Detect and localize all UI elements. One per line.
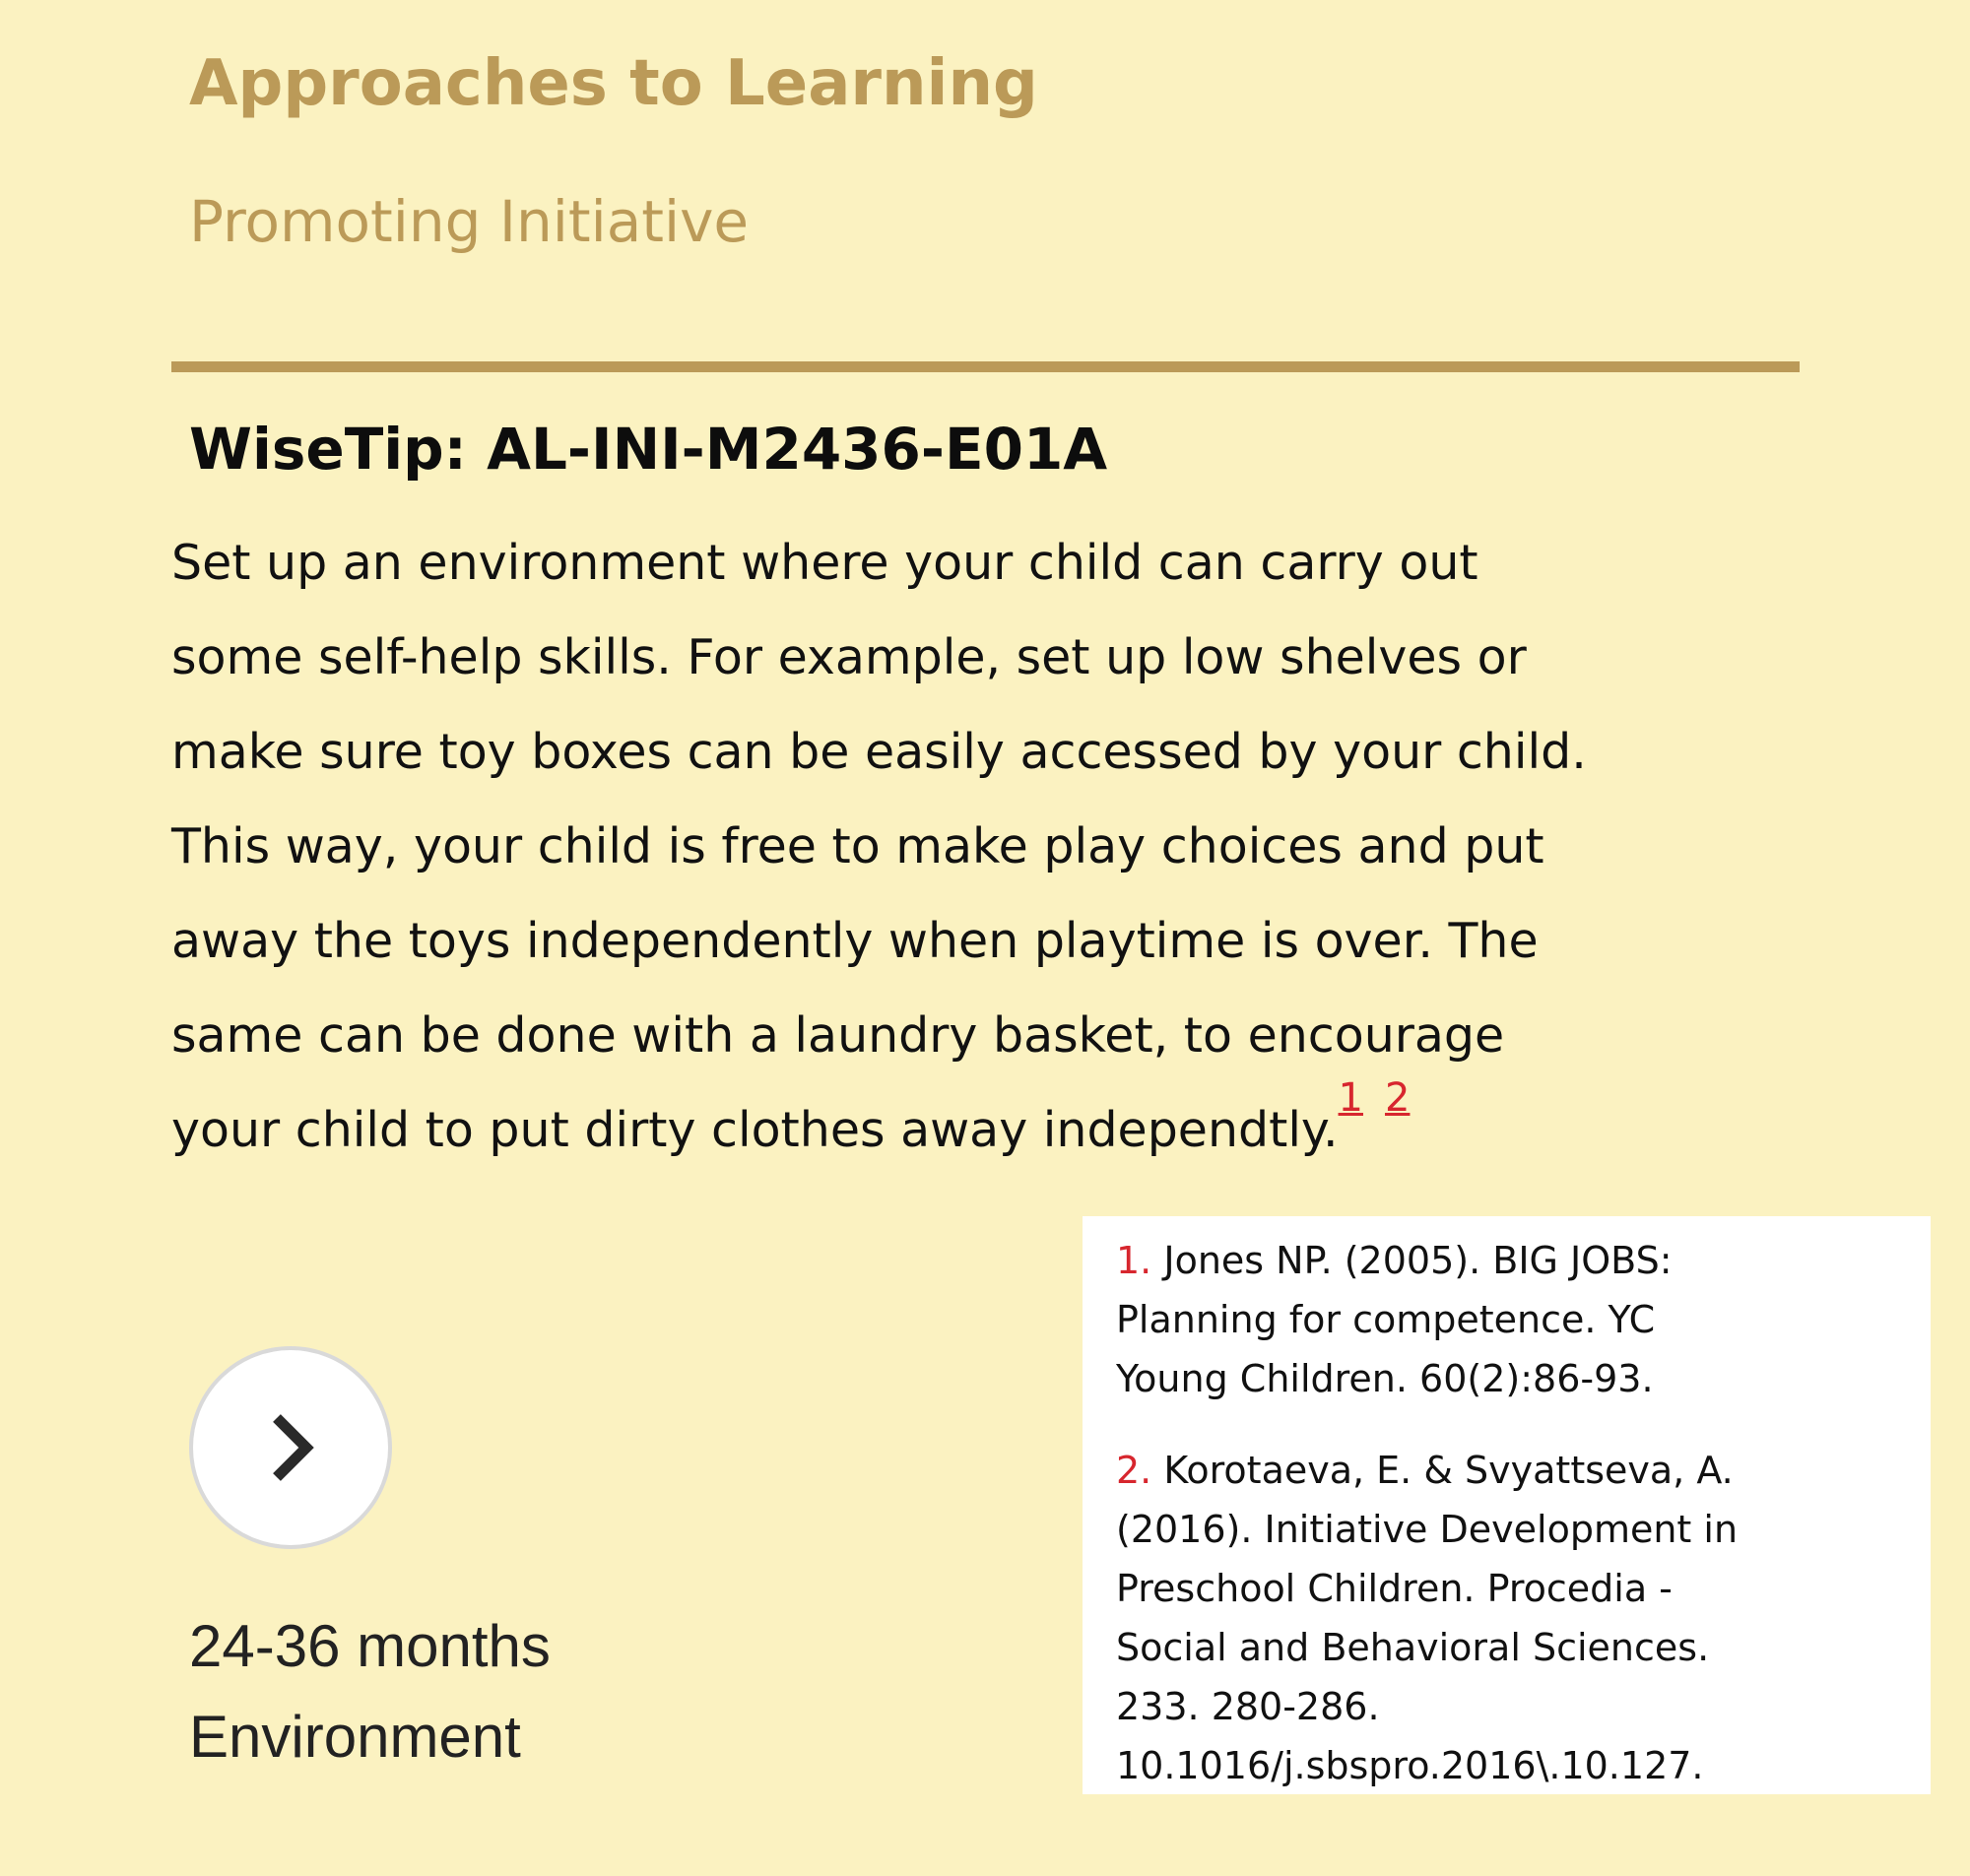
- reference-line: 233. 280-286.: [1116, 1685, 1380, 1728]
- reference-line: Social and Behavioral Sciences.: [1116, 1626, 1710, 1669]
- subcategory-title: Promoting Initiative: [189, 188, 750, 255]
- tip-body-line: some self-help skills. For example, set up low shelves or: [171, 629, 1527, 685]
- reference-link-1[interactable]: 1: [1338, 1075, 1363, 1121]
- tip-body-line: make sure toy boxes can be easily accessed by your child.: [171, 724, 1587, 780]
- reference-line: Young Children. 60(2):86-93.: [1116, 1357, 1654, 1400]
- chevron-right-icon: [251, 1398, 330, 1497]
- category-title: Approaches to Learning: [189, 47, 1038, 120]
- reference-link-2[interactable]: 2: [1384, 1075, 1411, 1121]
- reference-text: Jones NP. (2005). BIG JOBS:: [1163, 1239, 1673, 1282]
- reference-line: [1116, 1441, 1901, 1500]
- next-button[interactable]: [189, 1346, 392, 1549]
- tip-body-line: This way, your child is free to make play choices and put: [171, 818, 1544, 874]
- tip-body-line: away the toys independently when playtime is over. The: [171, 913, 1539, 969]
- section-divider: [171, 361, 1800, 372]
- reference-line: 10.1016/j.sbspro.2016\.10.127.: [1116, 1744, 1704, 1787]
- tip-body-line: Set up an environment where your child can carry out: [171, 535, 1478, 591]
- topic-label: Environment: [189, 1704, 521, 1770]
- reference-line: Preschool Children. Procedia -: [1116, 1567, 1673, 1610]
- age-range-label: 24-36 months: [189, 1613, 551, 1679]
- reference-line: (2016). Initiative Development in: [1116, 1508, 1739, 1551]
- tip-body-line-last: [171, 1075, 1944, 1178]
- tip-body-line-text: your child to put dirty clothes away independtly.: [171, 1102, 1339, 1158]
- reference-text: Korotaeva, E. & Svyattseva, A.: [1163, 1449, 1734, 1492]
- reference-entry-1: [1116, 1231, 1901, 1408]
- tip-meta: [189, 1601, 551, 1782]
- reference-line: Planning for competence. YC: [1116, 1298, 1656, 1341]
- reference-number: 2.: [1116, 1449, 1152, 1492]
- wisetip-id: WiseTip: AL-INI-M2436-E01A: [189, 416, 1108, 483]
- reference-line: [1116, 1231, 1901, 1290]
- reference-number: 1.: [1116, 1239, 1152, 1282]
- tip-body: [171, 516, 1944, 1178]
- tip-body-line: same can be done with a laundry basket, to encourage: [171, 1007, 1505, 1064]
- reference-entry-2: [1116, 1441, 1901, 1795]
- references-panel: [1083, 1216, 1931, 1794]
